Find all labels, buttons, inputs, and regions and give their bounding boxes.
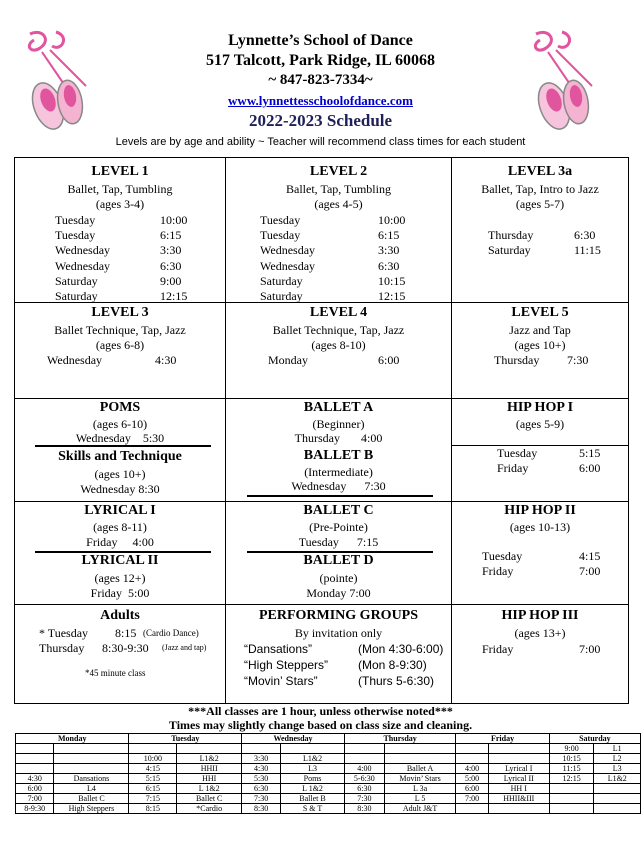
table-cell: 5:30 [242, 774, 281, 784]
lyrical1-cell [15, 502, 225, 551]
class-day: Friday [482, 642, 514, 656]
table-cell: L2 [594, 754, 641, 764]
table-cell: HHII [177, 764, 242, 774]
table-cell: Dansations [54, 774, 129, 784]
group-name: “Dansations” [244, 642, 313, 656]
table-cell: Ballet B [281, 794, 345, 804]
table-cell: Ballet C [54, 794, 129, 804]
address: 517 Talcott, Park Ridge, IL 60068 [206, 52, 435, 69]
class-note: *45 minute class [85, 668, 146, 678]
day-header: Tuesday [129, 734, 242, 744]
table-cell: Lyrical I [488, 764, 549, 774]
table-cell [488, 804, 549, 814]
table-cell: L1&2 [594, 774, 641, 784]
table-cell: 10:00 [129, 754, 177, 764]
class-day: * Tuesday [39, 626, 89, 640]
table-cell: 7:15 [129, 794, 177, 804]
class-day: Wednesday [55, 258, 111, 273]
class-title: LEVEL 3a [507, 164, 573, 179]
class-day: Thursday [39, 641, 85, 655]
schedule-grid [14, 157, 629, 704]
table-cell [456, 744, 488, 754]
class-time: Friday 4:00 [86, 535, 154, 549]
table-cell: 7:00 [456, 794, 488, 804]
table-cell: 8:15 [129, 804, 177, 814]
class-desc: (pointe) [319, 571, 358, 585]
table-cell [344, 744, 384, 754]
class-time: 6:00 [579, 461, 601, 475]
table-cell: 6:00 [16, 784, 54, 794]
table-cell: L 5 [384, 794, 456, 804]
class-time: 6:00 [378, 353, 400, 367]
table-cell: 5:15 [129, 774, 177, 784]
table-cell [16, 744, 54, 754]
group-name: “Movin’ Stars” [244, 674, 318, 688]
table-cell: 6:15 [129, 784, 177, 794]
class-day: Wednesday [260, 243, 316, 258]
class-day: Friday [482, 564, 514, 578]
class-day: Tuesday [55, 228, 96, 243]
class-time: Wednesday 5:30 [75, 431, 165, 445]
website-link[interactable]: www.lynnettesschoolofdance.com [228, 93, 413, 108]
class-title: LEVEL 2 [309, 164, 368, 179]
table-row [16, 774, 641, 784]
table-cell: Movin’ Stars [384, 774, 456, 784]
ballet-b-cell [226, 448, 451, 495]
class-ages: (ages 8-10) [311, 338, 366, 352]
class-day: Wednesday [260, 258, 316, 273]
table-cell [594, 794, 641, 804]
class-day: Wednesday [47, 353, 103, 367]
table-cell: 8:30 [242, 804, 281, 814]
table-cell [488, 744, 549, 754]
class-title: BALLET C [303, 503, 374, 518]
footer-note: ***All classes are 1 hour, unless otherwise noted*** [188, 704, 453, 718]
table-cell: S & T [281, 804, 345, 814]
table-cell: 10:15 [549, 754, 594, 764]
class-time: 6:30 [378, 258, 400, 273]
class-title: BALLET D [303, 553, 374, 568]
table-cell: 11:15 [549, 764, 594, 774]
class-title: LYRICAL II [81, 553, 159, 568]
class-time: 10:15 [378, 273, 406, 288]
table-cell [456, 804, 488, 814]
school-name: Lynnette’s School of Dance [228, 32, 413, 49]
level2-cell [226, 158, 451, 302]
day-header: Friday [456, 734, 549, 744]
table-row [16, 744, 641, 754]
class-title: BALLET A [303, 400, 374, 415]
group-time: (Mon 8-9:30) [358, 658, 427, 672]
class-time: 6:30 [574, 228, 596, 242]
table-row [16, 754, 641, 764]
class-title: PERFORMING GROUPS [258, 608, 419, 623]
day-header: Saturday [549, 734, 640, 744]
table-cell: HHI [177, 774, 242, 784]
weekly-schedule-table [15, 733, 641, 814]
table-cell [177, 744, 242, 754]
class-time: 7:00 [579, 564, 601, 578]
class-day: Monday [268, 353, 308, 367]
class-ages: (ages 6-8) [95, 338, 145, 352]
table-cell: L1&2 [281, 754, 345, 764]
class-time: 5:15 [579, 446, 601, 460]
group-name: “High Steppers” [244, 658, 329, 672]
class-time: Wednesday 7:30 [291, 479, 386, 493]
level5-cell [452, 303, 628, 398]
table-cell [488, 754, 549, 764]
table-cell [384, 754, 456, 764]
performing-groups-cell [226, 605, 451, 704]
class-title: Skills and Technique [58, 449, 182, 464]
level4-cell [226, 303, 451, 398]
class-note: (Jazz and tap) [162, 643, 207, 652]
class-day: Friday [497, 461, 529, 475]
class-ages: (ages 10+) [514, 338, 566, 352]
table-cell: 9:00 [549, 744, 594, 754]
table-cell: 6:30 [344, 784, 384, 794]
ballet-c-cell [226, 502, 451, 551]
class-desc: (Intermediate) [304, 465, 373, 479]
table-cell: Poms [281, 774, 345, 784]
class-day: Wednesday [55, 243, 111, 258]
table-cell: 7:30 [344, 794, 384, 804]
table-row [16, 764, 641, 774]
phone: ~ 847-823-7334~ [268, 72, 373, 88]
class-time: 6:30 [160, 258, 182, 273]
table-cell: 8-9:30 [16, 804, 54, 814]
class-title: HIP HOP I [506, 400, 574, 415]
subtitle: Levels are by age and ability ~ Teacher will recommend class times for each student [115, 136, 526, 148]
table-cell [344, 754, 384, 764]
table-cell [549, 794, 594, 804]
class-day: Tuesday [497, 446, 538, 460]
table-cell: 7:00 [16, 794, 54, 804]
table-cell: L3 [281, 764, 345, 774]
day-header: Wednesday [242, 734, 345, 744]
table-cell: L 1&2 [281, 784, 345, 794]
class-time: 4:15 [579, 549, 601, 563]
table-cell [456, 754, 488, 764]
class-title: POMS [99, 400, 141, 415]
table-cell [549, 784, 594, 794]
class-ages: (ages 10-13) [509, 520, 571, 534]
adults-cell [15, 605, 225, 704]
class-title: LEVEL 4 [309, 305, 368, 320]
class-time: 6:15 [378, 228, 400, 243]
class-day: Tuesday [55, 213, 96, 227]
table-cell: Lyrical II [488, 774, 549, 784]
class-time: Friday 5:00 [90, 586, 150, 600]
hiphop1-cell [452, 399, 628, 501]
class-day: Saturday [260, 273, 303, 288]
hiphop3-cell [452, 605, 628, 704]
table-cell: 4:30 [242, 764, 281, 774]
group-time: (Mon 4:30-6:00) [358, 642, 444, 656]
class-time: Thursday 4:00 [294, 431, 383, 445]
class-title: HIP HOP II [504, 503, 576, 518]
table-cell: HHII&III [488, 794, 549, 804]
class-time: 11:15 [574, 243, 601, 258]
class-title: HIP HOP III [501, 608, 579, 623]
footer-note: Times may slightly change based on class size and cleaning. [168, 718, 473, 732]
table-cell [384, 744, 456, 754]
table-cell: Ballet A [384, 764, 456, 774]
poms-cell [15, 399, 225, 445]
class-day: Saturday [55, 289, 98, 303]
class-ages: (ages 4-5) [314, 197, 363, 211]
level1-cell [15, 158, 225, 302]
class-desc: Ballet, Tap, Intro to Jazz [481, 182, 599, 196]
divider [247, 495, 433, 497]
class-time: 9:00 [160, 273, 182, 288]
table-row [16, 804, 641, 814]
table-cell: 4:30 [16, 774, 54, 784]
class-ages: (ages 13+) [514, 626, 566, 640]
class-time: Tuesday 7:15 [298, 535, 379, 549]
table-cell [549, 804, 594, 814]
class-time: 10:00 [378, 213, 406, 227]
table-cell: L3 [594, 764, 641, 774]
class-day: Saturday [260, 289, 303, 303]
class-ages: (ages 5-7) [515, 197, 565, 211]
table-cell: Ballet C [177, 794, 242, 804]
ballet-a-cell [226, 399, 451, 445]
table-cell: 7:30 [242, 794, 281, 804]
table-cell [16, 764, 54, 774]
table-cell: 4:15 [129, 764, 177, 774]
class-day: Thursday [488, 228, 534, 242]
table-cell: 4:00 [344, 764, 384, 774]
class-time: 7:30 [567, 353, 589, 367]
class-ages: (ages 6-10) [92, 417, 148, 431]
table-cell [16, 754, 54, 764]
class-desc: Ballet, Tap, Tumbling [67, 182, 173, 196]
class-time: 6:15 [160, 228, 182, 243]
day-header: Thursday [344, 734, 455, 744]
table-cell: 6:30 [242, 784, 281, 794]
table-cell: L4 [54, 784, 129, 794]
class-title: LEVEL 3 [91, 305, 149, 320]
table-cell [594, 804, 641, 814]
class-desc: Ballet Technique, Tap, Jazz [272, 323, 405, 337]
skills-cell [15, 448, 225, 500]
class-time: 3:30 [378, 243, 400, 258]
table-cell [281, 744, 345, 754]
class-time: 7:00 [579, 642, 601, 656]
table-cell [54, 764, 129, 774]
class-title: BALLET B [303, 448, 374, 463]
class-ages: (ages 8-11) [93, 520, 147, 534]
table-cell: 8:30 [344, 804, 384, 814]
class-title: LEVEL 5 [511, 305, 569, 320]
class-day: Tuesday [260, 213, 301, 227]
table-cell: 5:00 [456, 774, 488, 784]
table-header-row [16, 734, 641, 744]
class-ages: (ages 10+) [94, 467, 146, 481]
lyrical2-cell [15, 553, 225, 604]
table-row [16, 784, 641, 794]
class-ages: (ages 5-9) [515, 417, 565, 431]
table-cell [54, 744, 129, 754]
ballet-d-cell [226, 553, 451, 604]
class-time: 4:30 [155, 353, 177, 367]
level3a-cell [452, 158, 628, 302]
class-time: Monday 7:00 [306, 586, 371, 600]
class-day: Saturday [55, 273, 98, 288]
table-cell: L1&2 [177, 754, 242, 764]
class-ages: (ages 12+) [94, 571, 146, 585]
table-cell: L 3a [384, 784, 456, 794]
class-desc: By invitation only [294, 626, 383, 640]
schedule-title: 2022-2023 Schedule [248, 111, 393, 130]
table-cell: 6:00 [456, 784, 488, 794]
table-cell: L1 [594, 744, 641, 754]
table-cell: Adult J&T [384, 804, 456, 814]
table-cell [129, 744, 177, 754]
table-row [16, 794, 641, 804]
class-time: 8:15 [115, 626, 137, 640]
class-desc: Ballet Technique, Tap, Jazz [54, 323, 186, 337]
table-cell: 3:30 [242, 754, 281, 764]
class-time: 8:30-9:30 [102, 641, 149, 655]
table-cell: 12:15 [549, 774, 594, 784]
level3-cell [15, 303, 225, 398]
class-desc: (Beginner) [312, 417, 365, 431]
table-cell: 4:00 [456, 764, 488, 774]
class-time: 10:00 [160, 213, 188, 227]
class-day: Thursday [494, 353, 540, 367]
table-cell [54, 754, 129, 764]
class-time: 12:15 [160, 289, 188, 303]
table-cell [594, 784, 641, 794]
class-title: LYRICAL I [84, 503, 156, 518]
class-title: LEVEL 1 [91, 164, 149, 179]
table-cell: High Steppers [54, 804, 129, 814]
class-title: Adults [100, 608, 140, 623]
class-note: (Cardio Dance) [143, 628, 199, 638]
table-cell: HH I [488, 784, 549, 794]
class-time: 12:15 [378, 289, 406, 303]
table-cell: L 1&2 [177, 784, 242, 794]
class-desc: (Pre-Pointe) [309, 520, 368, 534]
day-header: Monday [16, 734, 129, 744]
hiphop2-cell [452, 502, 628, 604]
table-cell: 5-6:30 [344, 774, 384, 784]
class-ages: (ages 3-4) [95, 197, 145, 211]
group-time: (Thurs 5-6:30) [358, 674, 435, 688]
table-cell: *Cardio [177, 804, 242, 814]
table-cell [242, 744, 281, 754]
class-day: Saturday [488, 243, 531, 258]
class-desc: Ballet, Tap, Tumbling [286, 182, 391, 196]
class-day: Tuesday [260, 228, 301, 243]
class-desc: Jazz and Tap [509, 323, 571, 337]
class-time: 3:30 [160, 243, 182, 258]
class-time: Wednesday 8:30 [80, 482, 160, 496]
class-day: Tuesday [482, 549, 523, 563]
